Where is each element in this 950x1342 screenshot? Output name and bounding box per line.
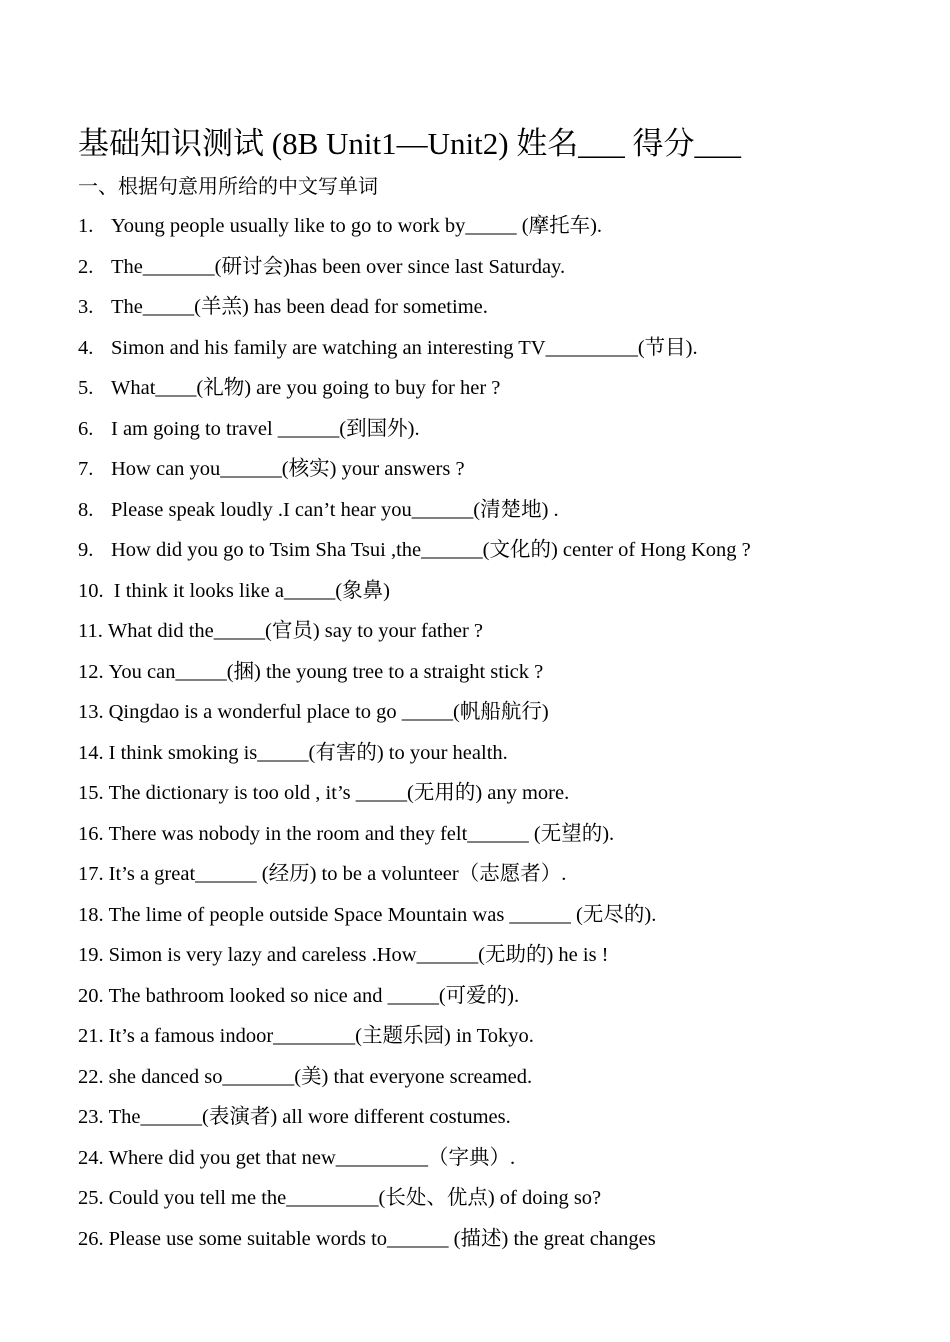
question-number: 16. (78, 822, 104, 845)
question-number: 26. (78, 1227, 104, 1250)
question-item (78, 1223, 751, 1264)
question-item (78, 1182, 751, 1223)
question-text: Please use some suitable words to______ (描述) the great changes (108, 1227, 656, 1250)
question-item (78, 696, 751, 737)
question-item (78, 494, 751, 535)
question-item (78, 453, 751, 494)
question-text: Qingdao is a wonderful place to go _____(帆船航行) (108, 701, 549, 723)
question-item (78, 251, 751, 292)
question-item (78, 1101, 751, 1142)
question-text: The_______(研讨会)has been over since last Saturday. (111, 255, 566, 278)
question-number: 24. (78, 1146, 104, 1169)
question-item (78, 939, 751, 980)
question-number: 19. (78, 944, 104, 966)
question-item (78, 858, 751, 899)
question-text: There was nobody in the room and they felt______ (无望的). (108, 822, 615, 845)
question-number: 4. (78, 336, 94, 359)
question-text: The dictionary is too old , it’s _____(无用的) any more. (108, 782, 570, 804)
question-number: 22. (78, 1065, 104, 1088)
question-number: 15. (78, 782, 104, 804)
question-item (78, 818, 751, 859)
question-text: The_____(羊羔) has been dead for sometime. (111, 296, 488, 318)
question-text: What____(礼物) are you going to buy for her ? (111, 377, 501, 399)
question-text: How can you______(核实) your answers ? (111, 458, 465, 480)
question-text: It’s a famous indoor________(主题乐园) in Tokyo. (108, 1025, 534, 1047)
question-number: 3. (78, 296, 94, 318)
question-text: I am going to travel ______(到国外). (111, 417, 420, 440)
question-item (78, 656, 751, 697)
question-text: Could you tell me the_________(长处、优点) of doing so? (108, 1187, 602, 1209)
question-number: 25. (78, 1187, 104, 1209)
question-item (78, 575, 751, 616)
question-item (78, 291, 751, 332)
question-number: 6. (78, 417, 94, 440)
question-text: The bathroom looked so nice and _____(可爱的). (108, 984, 520, 1007)
question-number: 18. (78, 903, 104, 926)
question-item (78, 1142, 751, 1183)
question-item (78, 777, 751, 818)
question-text: I think it looks like a_____(象鼻) (108, 579, 390, 602)
question-text: she danced so_______(美) that everyone screamed. (108, 1065, 533, 1088)
question-item (78, 413, 751, 454)
question-item (78, 1020, 751, 1061)
question-text: What did the_____(官员) say to your father ? (107, 620, 484, 642)
question-number: 17. (78, 863, 104, 885)
section-heading: 一、根据句意用所给的中文写单词 (78, 176, 378, 198)
page-title: 基础知识测试 (8B Unit1—Unit2) 姓名___ 得分___ (78, 126, 742, 161)
question-number: 10. (78, 579, 104, 602)
question-text: The______(表演者) all wore different costumes. (108, 1106, 511, 1128)
question-number: 14. (78, 741, 104, 764)
question-text: How did you go to Tsim Sha Tsui ,the______(文化的) center of Hong Kong ? (111, 539, 751, 561)
question-number: 12. (78, 660, 104, 683)
question-text: Simon is very lazy and careless .How______(无助的) he is ! (108, 944, 609, 966)
question-item (78, 332, 751, 373)
question-text: The lime of people outside Space Mountain was ______ (无尽的). (108, 903, 657, 926)
question-text: I think smoking is_____(有害的) to your health. (108, 741, 508, 764)
question-item (78, 899, 751, 940)
question-number: 5. (78, 377, 94, 399)
question-number: 7. (78, 458, 94, 480)
question-text: It’s a great______ (经历) to be a volunteer（志愿者）. (108, 863, 567, 885)
question-number: 13. (78, 701, 104, 723)
question-number: 1. (78, 215, 94, 237)
question-text: Young people usually like to go to work by_____ (摩托车). (111, 215, 603, 237)
question-number: 2. (78, 255, 94, 278)
question-text: Simon and his family are watching an interesting TV_________(节目). (111, 336, 698, 359)
question-item (78, 372, 751, 413)
question-text: You can_____(捆) the young tree to a straight stick ? (108, 660, 544, 683)
question-item (78, 210, 751, 251)
question-number: 23. (78, 1106, 104, 1128)
question-number: 8. (78, 498, 94, 521)
question-item (78, 534, 751, 575)
question-text: Where did you get that new_________（字典）. (108, 1146, 516, 1169)
question-item (78, 615, 751, 656)
question-number: 21. (78, 1025, 104, 1047)
question-item (78, 1061, 751, 1102)
question-number: 11. (78, 620, 103, 642)
question-number: 20. (78, 984, 104, 1007)
question-number: 9. (78, 539, 94, 561)
question-list (78, 210, 751, 1263)
question-text: Please speak loudly .I can’t hear you______(清楚地) . (111, 498, 559, 521)
question-item (78, 737, 751, 778)
question-item (78, 980, 751, 1021)
